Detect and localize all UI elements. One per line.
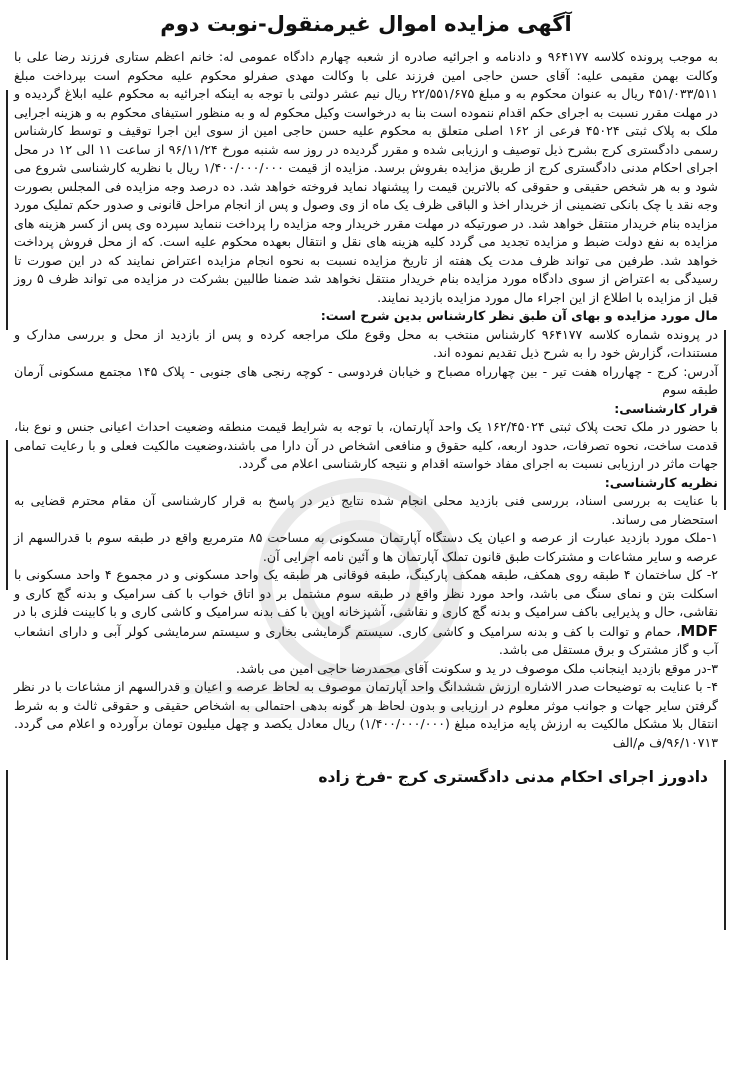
item-4-paragraph: ۴- با عنایت به توضیحات صدر الاشاره ارزش ششدانگ واحد آپارتمان موصوف به لحاظ عرصه و اعیان و قدرالسهم از مشاعات با در نظر گرفتن سایر جهات و جوانب موثر معلوم در ارزیابی و بدون لحاظ هر گونه بدهی احتمالی به اشخاص حقیقی و حقوقی ثالث و به شرط انتقال بلا مشکل مالکیت به ارزش پایه مزایده مبلغ (۱/۴۰۰/۰۰۰/۰۰۰) ریال معادل یکصد و چهل میلیون تومان برآورده و اعلام می گردد. ۹۶/۱۰۷۱۳/ف م/الف	[14, 679, 718, 750]
expert-opinion-paragraph: با عنایت به بررسی اسناد، بررسی فنی بازدید محلی انجام شده نتایج ذیر در پاسخ به قرار کارشناسی آن مقام محترم قضایی به استحضار می رساند.	[14, 493, 718, 527]
expert-order-heading: قرار کارشناسی:	[614, 400, 718, 416]
property-heading: مال مورد مزایده و بهای آن طبق نظر کارشناس بدین شرح است:	[320, 308, 718, 323]
left-border-line	[6, 440, 8, 590]
notice-body	[14, 48, 718, 752]
expert-opinion-heading: نظریه کارشناسی:	[604, 474, 718, 490]
right-border-line	[724, 330, 726, 510]
left-border-line	[6, 90, 8, 330]
item-2-text-b: ، حمام و توالت با کف و بدنه سرامیک و کاشی کاری. سیستم گرمایشی بخاری و سیستم سرمایشی کولر آبی و دارای انشعاب آب و گاز مشترک و برق مستقل می باشد.	[14, 623, 718, 657]
item-2-text-a: ۲- کل ساختمان ۴ طبقه روی همکف، طبقه همکف پارکینگ، طبقه فوقانی هر طبقه یک واحد مسکونی و در مجموع ۴ واحد مسکونی با اسکلت بتن و نمای سنگ می باشد، واحد مورد نظر واقع در طبقه سوم مشتمل بر دو اتاق خواب با کف سرامیک و بدنه گچ کاری و نقاشی، حال و پذیرایی باکف سرامیک و بدنه گچ کاری و نقاشی، آشپزخانه اوپن با کف بدنه سرامیک و کاشی کاری و با کابینت فلزی با در	[14, 567, 719, 619]
left-border-line	[6, 770, 8, 960]
expert-paragraph: در پرونده شماره کلاسه ۹۶۴۱۷۷ کارشناس منتخب به محل وقوع ملک مراجعه کرده و پس از بازدید از محل و بررسی مدارک و مستندات، گزارش خود را به شرح ذیل تقدیم نموده اند.	[14, 326, 718, 360]
notice-title: آگهی مزایده اموال غیرمنقول-نوبت دوم	[160, 12, 572, 36]
item-1-paragraph: ۱-ملک مورد بازدید عبارت از عرصه و اعیان یک دستگاه آپارتمان مسکونی به مساحت ۸۵ مترمربع واقع در طبقه سوم با قدرالسهم از عرصه و سایر مشاعات و مشترکات طبق قانون تملک آپارتمان ها و آئین نامه اجرایی آن.	[14, 530, 718, 564]
right-border-line	[724, 760, 726, 930]
signature-line: دادورز اجرای احکام مدنی دادگستری کرج -فرخ زاده	[318, 768, 708, 786]
mdf-label: MDF	[680, 621, 718, 640]
item-2-paragraph	[14, 566, 718, 660]
item-3-paragraph: ۳-در موقع بازدید اینجانب ملک موصوف در ید و سکونت آقای محمدرضا حاجی امین می باشد.	[235, 660, 718, 676]
intro-paragraph: به موجب پرونده کلاسه ۹۶۴۱۷۷ و دادنامه و اجرائیه صادره از شعبه چهارم دادگاه عمومی له: خانم اعظم ستاری فرزند رضا علی با وکالت بهمن مقیمی علیه: آقای حسن حاجی امین فرزند علی با وکالت مهدی صفرلو محکوم علیه محکوم است بپرداخت مبلغ ۴۵۱/۰۳۳/۵۱۱ ریال به عنوان محکوم به و مبلغ ۲۲/۵۵۱/۶۷۵ ریال نیم عشر دولتی با توجه به اینکه اجرائیه به محکوم علیه ابلاغ گردیده و در مهلت مقرر نسبت به اجرای حکم اقدام ننموده است بنا به درخواست وکیل محکوم له و به منظور استیفای محکوم به و هزینه اجرایی ملک به پلاک ثبتی ۴۵۰۲۴ فرعی از ۱۶۲ اصلی متعلق به محکوم علیه حسن حاجی امین از سوی این اجرا توقیف و توسط کارشناس رسمی دادگستری کرج بشرح ذیل توصیف و ارزیابی شده و مقرر گردیده در روز سه شنبه مورخ ۹۶/۱۱/۲۴ از ساعت ۱۱ الی ۱۲ در محل اجرای احکام مدنی دادگستری کرج از طریق مزایده بفروش برسد. مزایده از قیمت ۱/۴۰۰/۰۰۰/۰۰۰ ریال با نظریه کارشناسی شروع می شود و به هر شخص حقیقی و حقوقی که بالاترین قیمت را پیشنهاد نماید فروخته خواهد شد. ده درصد وجه مزایده فی المجلس بصورت وجه نقد یا چک بانکی تضمینی از خریدار اخذ و الباقی ظرف یک ماه از وی وصول و پس از انجام مراحل قانونی و صدور حکم تملیک مورد مزایده بنام خریدار منتقل خواهد شد. در صورتیکه در مهلت مقرر خریدار وجه مزایده را پرداخت ننماید سپرده وی پس از کسر هزینه های مزایده به نفع دولت ضبط و مزایده تجدید می گردد کلیه هزینه های نقل و انتقال بعهده محکوم علیه است. که از محل فروش پرداخت خواهد شد. طرفین می تواند ظرف مدت یک هفته از تاریخ مزایده نسبت به نحوه انجام مزایده اعتراض نمایند که در این صورت تا رسیدگی به اعتراض از سوی دادگاه مورد مزایده بنام خریدار منتقل نخواهد شد ضمنا طالبین بشرکت در مزایده می تواند ظرف ۵ روز قبل از مزایده با اطلاع از این اجراء مال مورد مزایده بازدید نمایند.	[14, 49, 718, 305]
address-paragraph: آدرس: کرج - چهارراه هفت تیر - بین چهارراه مصباح و خیابان فردوسی - کوچه رنجی های جنوبی - پلاک ۱۴۵ مجتمع مسکونی آرمان طبقه سوم	[14, 363, 718, 397]
expert-order-paragraph: با حضور در ملک تحت پلاک ثبتی ۱۶۲/۴۵۰۲۴ یک واحد آپارتمان، با توجه به شرایط قیمت منطقه وضعیت احداث اعیانی جنس و نوع بنا، قدمت ساخت، نحوه تصرفات، حدود اربعه، کلیه حقوق و منافعی اشخاص در آن دارا می باشند،وضعیت مالکیت فعلی و با رعایت تمامی جهات ماثر در ارزیابی نسبت به اجرای مفاد خواسته اقدام و نتیجه کارشناسی اعلام می گردد.	[14, 419, 718, 471]
